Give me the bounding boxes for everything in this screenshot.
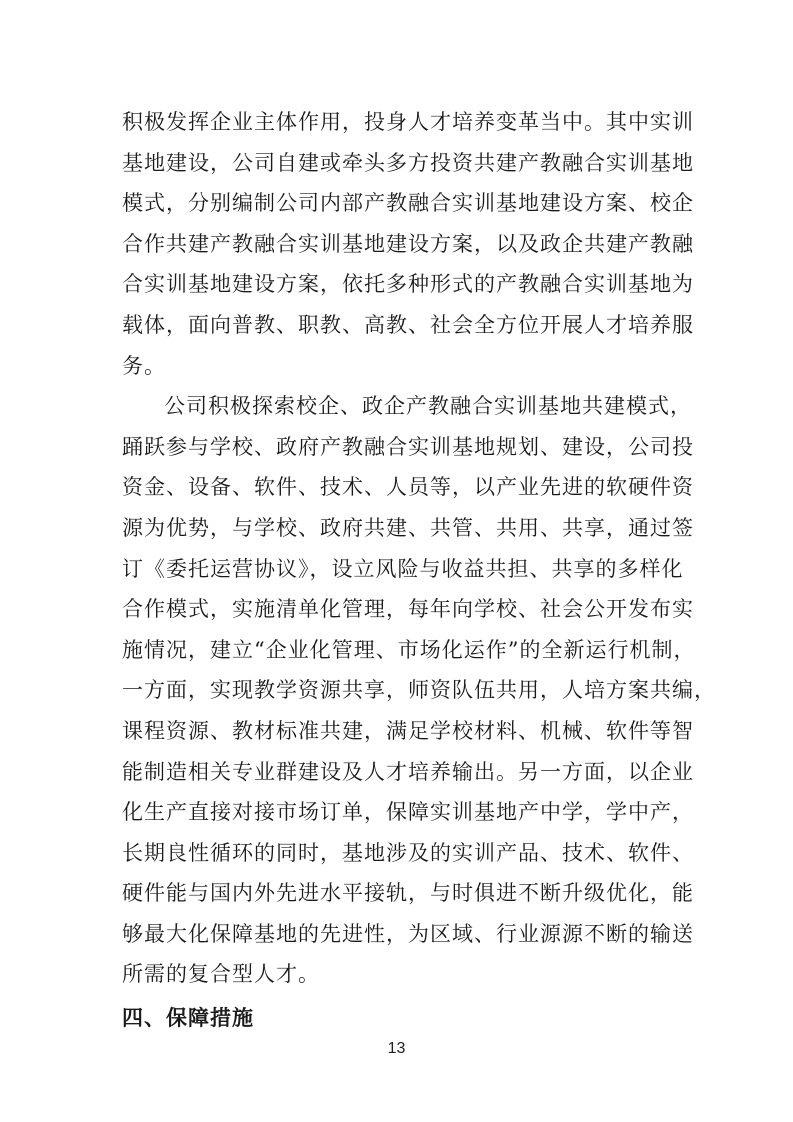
text-line: 积极发挥企业主体作用，投身人才培养变革当中。其中实训	[122, 110, 694, 134]
text-line: 合实训基地建设方案，依托多种形式的产教融合实训基地为	[122, 272, 694, 297]
page-number: 13	[387, 1040, 406, 1057]
section-heading: 四、保障措施	[122, 1006, 254, 1031]
text-line: 务。	[122, 353, 166, 378]
text-line: 订《委托运营协议》，设立风险与收益共担、共享的多样化	[122, 556, 684, 581]
paragraph-1	[122, 102, 694, 386]
text-line: 载体，面向普教、职教、高教、社会全方位开展人才培养服	[122, 312, 694, 337]
text-line: 够最大化保障基地的先进性，为区域、行业源源不断的输送	[122, 921, 694, 946]
text-line: 资金、设备、软件、技术、人员等，以产业先进的软硬件资	[122, 475, 694, 500]
paragraph-2	[122, 386, 716, 995]
text-line: 所需的复合型人才。	[122, 962, 320, 987]
text-line: 一方面，实现教学资源共享，师资队伍共用，人培方案共编，	[122, 678, 716, 703]
text-line: 合作共建产教融合实训基地建设方案，以及政企共建产教融	[122, 231, 694, 256]
text-line: 施情况，建立“企业化管理、市场化运作”的全新运行机制，	[122, 637, 696, 662]
text-line: 硬件能与国内外先进水平接轨，与时俱进不断升级优化，能	[122, 881, 694, 906]
text-line: 课程资源、教材标准共建，满足学校材料、机械、软件等智	[122, 718, 694, 743]
text-line: 模式，分别编制公司内部产教融合实训基地建设方案、校企	[122, 191, 694, 216]
text-line: 公司积极探索校企、政企产教融合实训基地共建模式，	[164, 394, 692, 419]
text-line: 化生产直接对接市场订单，保障实训基地产中学，学中产，	[122, 800, 694, 825]
text-line: 长期良性循环的同时，基地涉及的实训产品、技术、软件、	[122, 840, 694, 865]
text-line: 基地建设，公司自建或牵头多方投资共建产教融合实训基地	[122, 150, 694, 175]
page-content	[122, 102, 716, 1041]
text-line: 能制造相关专业群建设及人才培养输出。另一方面，以企业	[122, 759, 694, 784]
text-line: 源为优势，与学校、政府共建、共管、共用、共享，通过签	[122, 515, 694, 540]
text-line: 踊跃参与学校、政府产教融合实训基地规划、建设，公司投	[122, 434, 694, 459]
text-line: 合作模式，实施清单化管理，每年向学校、社会公开发布实	[122, 597, 694, 622]
